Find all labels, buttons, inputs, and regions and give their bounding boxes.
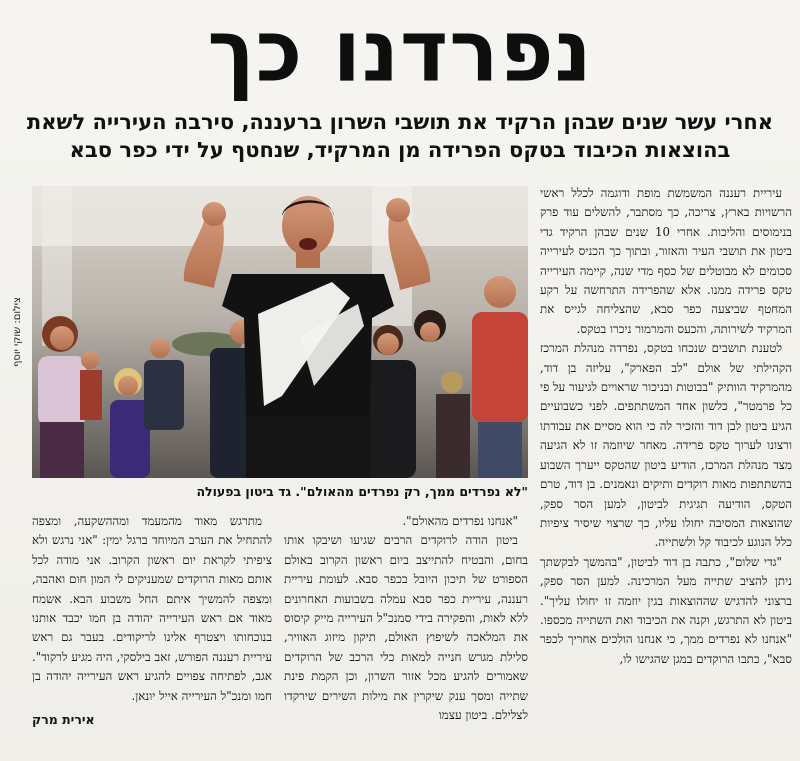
headline: נפרדנו כך: [207, 1, 593, 102]
subheadline: אחרי עשר שנים שבהן הרקיד את תושבי השרון ברעננה, סירבה העירייה לשאת בהוצאות הכיבוד בטקס הפרידה מן המרקיד, שנחטף על ידי כפר סבא: [26, 110, 774, 162]
photo-credit: צילום: שוקי יוסף: [12, 297, 23, 367]
author-name: אירית מרק: [32, 712, 95, 727]
byline: [32, 712, 272, 727]
article-column-1: [540, 184, 792, 756]
dancer-photo-illustration: [32, 186, 528, 478]
paragraph: ביטון הודה לרוקדים הרבים שגיעו ושיבקו אותו בחום, והבטיח להתייצב ביום ראשון הקרוב באולם הספורט של תיכון היובל בכפר סבא. לעומת עיריית רעננה, עיריית כפר סבא עמלה בשבועות האחרונים ללא לאות, והפקירה בידי סמנכ"ל העירייה מייק קיסוס את המלאכה לשיפוץ האולם, תיקון מיזוג האוויר, סלילת מגרש חנייה למאות כלי הרכב של הרוקדים שאמורים להגיע מכל אזור השרון, וכן הקמת פינת שתייה ומסך ענק שיקרין את מילות השירים שירקדו לצלילם. ביטון עצמו: [284, 533, 528, 723]
article-photo: [32, 186, 528, 478]
paragraph: מתרגש מאוד מהמעמד ומההשקעה, ומצפה להתחיל את הערב המיוחד ברגל ימין: "אני נרגש ולא ציפיתי לקראת יום ראשון הקרוב. אני מודה לכל אותם מאות הרוקדים שמעניקים לי המון חום ואהבה, ומצפה להמשיך איתם החל משבוע הבא. אשמח מאוד אם ראש העירייה יהודה בן חמו יכבד אותנו בנוכחותו ויצטרף אלינו לריקודים. בעבר גם ראש עיריית רעננה הפורש, זאב בילסקי, היה מגיע לרקוד". אגב, לפתיחה צפויים להגיע ראש העירייה יהודה בן חמו ומנכ"ל העירייה אייל יונאן.: [32, 514, 272, 703]
paragraph: לטענת תושבים שנכחו בטקס, נפרדה מנהלת המרכז הקהילתי של אולם "לב הפארק", עליזה בן דוד, מהמרקיד הוותיק "בבוטות ובניכור שראויים לגיעור על פי כל פרמטר", כלשון אחד המשתתפים. לפני כשבועיים הגיע ביטון לבן דוד והזכיר לה כי הוא מסיים את עבודתו ורצונו לערוך טקס פרידה. מאחר שיוזמה זו לא הגיעה מצד מנהלת המרכז, הודיע ביטון שהטקס ייערך השבוע בהשתתפות מאות רוקדים ותיקים ונאמנים. בן דוד, טרם הטקס, הודיעה תגיגית לביטון, למען הסר ספק, שהוצאות המסיבה יחולו עליו, כך שרצוי שיסיר ציפיות כלל הנוגע לכיבוד קל ולשתייה.: [540, 341, 792, 550]
photo-caption: "לא נפרדים ממך, רק נפרדים מהאולם". גד ביטון בפעולה: [196, 484, 528, 499]
article-column-2: [284, 512, 528, 748]
article-column-3: [32, 512, 272, 712]
paragraph: "גדי שלום", כתבה בן דוד לביטון, "בהמשך לבקשתך ניתן להציב שתייה מעל המרכינה. למען הסר ספק, ברצוני להדגיש שההוצאות בגין יוזמה זו יחולו עליך". ביטון לא התרגש, וקנה את הכיבוד ואת השתייה מכספו. "אנחנו לא נפרדים ממך, כי אנחנו הולכים אחריך לכפר סבא", כתבו הרוקדים במגן שהגישו לו,: [540, 554, 792, 666]
paragraph: עיריית רעננה המשמשת מופת ודוגמה לכלל ראשי הרשויות בארץ, צריכה, כך מסתבר, להשלים עוד פרק בנימוסים והליכות. אחרי 10 שנים שבהן הרקיד גדי ביטון את תושבי העיר והאזור, ובתוך כך הכניס לעירייה סכומים לא מבוטלים של כסף מדי שנה, קיימה העירייה טקס פרידה ממנו. אלא שהפרידה התרחשה על רקע המחטף שביצעה כפר סבא, שהצליחה לגייס את המרקיד לשירותה, והכעס והמרמור ניכרו בטקס.: [540, 186, 792, 336]
paragraph: "אנחנו נפרדים מהאולם".: [402, 514, 518, 528]
